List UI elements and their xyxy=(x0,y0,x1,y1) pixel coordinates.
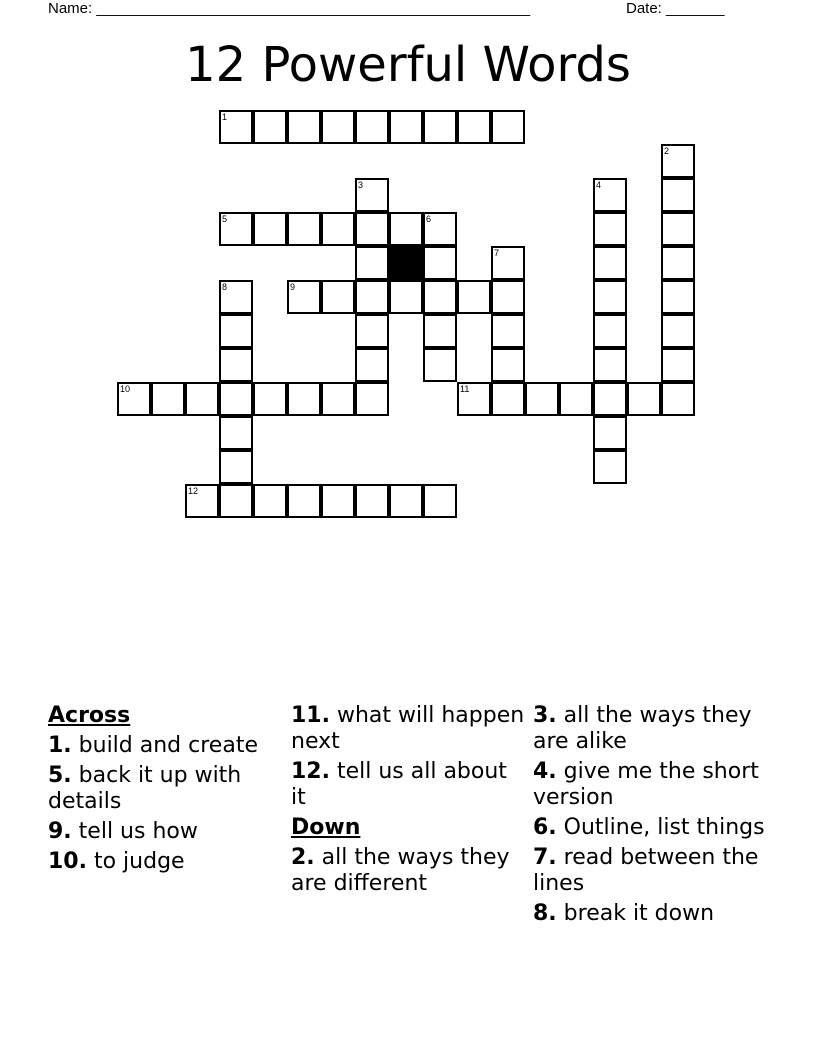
crossword-cell[interactable] xyxy=(219,348,253,382)
puzzle-title: 12 Powerful Words xyxy=(185,37,631,93)
crossword-cell[interactable] xyxy=(253,382,287,416)
crossword-cell[interactable] xyxy=(287,212,321,246)
clue-across-5: 5. back it up with details xyxy=(48,763,242,814)
crossword-cell[interactable] xyxy=(491,280,525,314)
crossword-cell[interactable] xyxy=(151,382,185,416)
crossword-cell[interactable] xyxy=(491,382,525,416)
crossword-cell[interactable] xyxy=(355,484,389,518)
crossword-cell[interactable] xyxy=(219,450,253,484)
clue-number: 11 xyxy=(460,384,470,394)
clue-column-3 xyxy=(533,703,773,931)
crossword-cell[interactable] xyxy=(423,348,457,382)
clue-number: 6 xyxy=(426,214,432,224)
crossword-cell[interactable] xyxy=(219,484,253,518)
crossword-cell[interactable] xyxy=(355,110,389,144)
crossword-cell[interactable] xyxy=(593,212,627,246)
crossword-cell[interactable] xyxy=(287,484,321,518)
date-field-label: Date: _______ xyxy=(626,0,725,17)
clue-down-3: 3. all the ways they are alike xyxy=(533,703,752,754)
crossword-cell[interactable] xyxy=(355,348,389,382)
crossword-cell[interactable] xyxy=(491,246,525,280)
crossword-cell[interactable] xyxy=(661,382,695,416)
crossword-cell[interactable] xyxy=(661,178,695,212)
crossword-cell[interactable] xyxy=(661,348,695,382)
crossword-cell[interactable] xyxy=(593,450,627,484)
crossword-cell[interactable] xyxy=(661,212,695,246)
crossword-cell[interactable] xyxy=(661,246,695,280)
crossword-cell[interactable] xyxy=(661,144,695,178)
clue-number: 8 xyxy=(222,282,228,292)
crossword-cell[interactable] xyxy=(185,382,219,416)
clue-number: 5 xyxy=(222,214,228,224)
crossword-cell[interactable] xyxy=(491,110,525,144)
crossword-cell[interactable] xyxy=(355,382,389,416)
crossword-cell[interactable] xyxy=(219,382,253,416)
crossword-cell[interactable] xyxy=(525,382,559,416)
crossword-cell[interactable] xyxy=(219,110,253,144)
crossword-cell[interactable] xyxy=(253,212,287,246)
clue-down-8: 8. break it down xyxy=(533,901,715,926)
down-heading: Down xyxy=(291,815,361,840)
crossword-cell[interactable] xyxy=(593,178,627,212)
crossword-cell[interactable] xyxy=(423,212,457,246)
crossword-cell[interactable] xyxy=(423,314,457,348)
crossword-cell[interactable] xyxy=(661,314,695,348)
clue-number: 2 xyxy=(664,146,670,156)
clue-number: 4 xyxy=(596,180,602,190)
crossword-cell[interactable] xyxy=(491,314,525,348)
clue-number: 9 xyxy=(290,282,296,292)
crossword-cell[interactable] xyxy=(355,280,389,314)
crossword-cell[interactable] xyxy=(593,416,627,450)
black-square xyxy=(389,246,423,280)
crossword-cell[interactable] xyxy=(117,382,151,416)
crossword-cell[interactable] xyxy=(389,484,423,518)
crossword-cell[interactable] xyxy=(661,280,695,314)
clue-column-1 xyxy=(48,703,283,879)
crossword-cell[interactable] xyxy=(423,246,457,280)
clue-across-11: 11. what will happen next xyxy=(291,703,525,754)
clue-column-2 xyxy=(291,703,526,901)
clue-number: 10 xyxy=(120,384,131,394)
crossword-cell[interactable] xyxy=(321,212,355,246)
crossword-cell[interactable] xyxy=(457,110,491,144)
crossword-cell[interactable] xyxy=(355,314,389,348)
crossword-cell[interactable] xyxy=(593,382,627,416)
clue-number: 7 xyxy=(494,248,500,258)
crossword-cell[interactable] xyxy=(253,484,287,518)
clue-down-6: 6. Outline, list things xyxy=(533,815,765,840)
crossword-cell[interactable] xyxy=(321,382,355,416)
crossword-cell[interactable] xyxy=(389,212,423,246)
crossword-cell[interactable] xyxy=(627,382,661,416)
crossword-cell[interactable] xyxy=(593,280,627,314)
crossword-cell[interactable] xyxy=(219,416,253,450)
clue-across-10: 10. to judge xyxy=(48,849,185,874)
crossword-cell[interactable] xyxy=(355,178,389,212)
crossword-cell[interactable] xyxy=(219,212,253,246)
crossword-cell[interactable] xyxy=(321,280,355,314)
clue-down-7: 7. read between the lines xyxy=(533,845,759,896)
across-heading: Across xyxy=(48,703,131,728)
crossword-cell[interactable] xyxy=(287,382,321,416)
crossword-cell[interactable] xyxy=(287,110,321,144)
crossword-cell[interactable] xyxy=(593,246,627,280)
clue-across-9: 9. tell us how xyxy=(48,819,198,844)
crossword-cell[interactable] xyxy=(457,382,491,416)
clue-number: 12 xyxy=(188,486,199,496)
crossword-cell[interactable] xyxy=(219,314,253,348)
crossword-cell[interactable] xyxy=(559,382,593,416)
crossword-cell[interactable] xyxy=(593,314,627,348)
clue-number: 3 xyxy=(358,180,364,190)
clue-across-12: 12. tell us all about it xyxy=(291,759,507,810)
crossword-cell[interactable] xyxy=(321,484,355,518)
crossword-cell[interactable] xyxy=(423,484,457,518)
crossword-cell[interactable] xyxy=(355,246,389,280)
crossword-cell[interactable] xyxy=(389,110,423,144)
crossword-cell[interactable] xyxy=(321,110,355,144)
crossword-cell[interactable] xyxy=(423,110,457,144)
crossword-cell[interactable] xyxy=(423,280,457,314)
crossword-cell[interactable] xyxy=(219,280,253,314)
crossword-cell[interactable] xyxy=(457,280,491,314)
clue-down-2: 2. all the ways they are different xyxy=(291,845,510,896)
crossword-cell[interactable] xyxy=(491,348,525,382)
name-field-label: Name: ____________________________________________________ xyxy=(48,0,531,17)
crossword-cell[interactable] xyxy=(287,280,321,314)
clue-down-4: 4. give me the short version xyxy=(533,759,759,810)
clue-across-1: 1. build and create xyxy=(48,733,258,758)
crossword-cell[interactable] xyxy=(593,348,627,382)
crossword-cell[interactable] xyxy=(355,212,389,246)
crossword-cell[interactable] xyxy=(185,484,219,518)
crossword-cell[interactable] xyxy=(253,110,287,144)
crossword-cell[interactable] xyxy=(389,280,423,314)
clue-number: 1 xyxy=(222,112,228,122)
